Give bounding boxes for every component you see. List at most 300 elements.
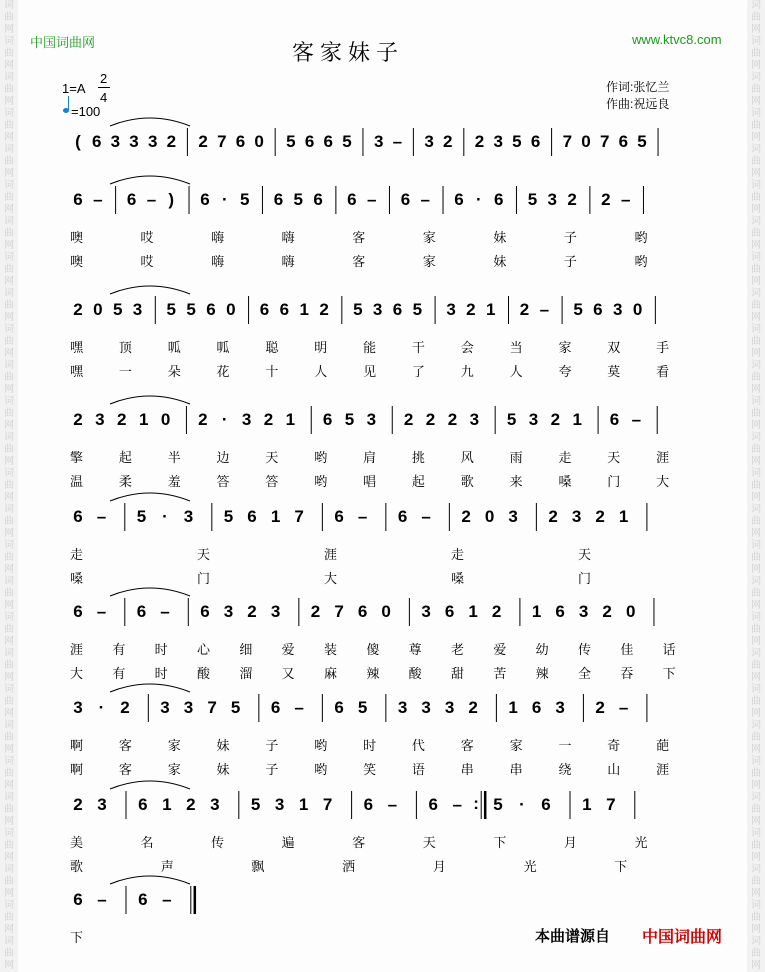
lyric-char: 九 <box>460 364 474 379</box>
score-note: 2 <box>403 410 414 429</box>
watermark-char: 曲 <box>4 912 14 923</box>
watermark-char: 网 <box>751 672 761 683</box>
score-note: 3 <box>528 410 539 429</box>
watermark-char: 词 <box>751 936 761 947</box>
score-note: 3 <box>223 602 234 621</box>
watermark-char: 曲 <box>4 480 14 491</box>
watermark-char: 词 <box>4 504 14 515</box>
score-note: 7 <box>207 698 217 717</box>
watermark-char: 词 <box>751 612 761 623</box>
score-note: 6 <box>347 190 357 209</box>
score-note: 6 <box>530 132 541 151</box>
watermark-char: 网 <box>4 96 14 107</box>
score-note: 2 <box>198 132 208 151</box>
score-note: 7 <box>294 507 304 526</box>
watermark-char: 曲 <box>751 192 761 203</box>
watermark-char: 曲 <box>751 876 761 887</box>
lyric-char: 人 <box>509 364 523 379</box>
lyric-char: 家 <box>509 738 523 753</box>
lyric-char: 呱 <box>167 340 181 355</box>
watermark-char: 曲 <box>4 444 14 455</box>
lyric-char: 客 <box>352 230 366 245</box>
lyric-char: 唱 <box>363 474 377 489</box>
score-note: 2 <box>73 795 83 814</box>
lyric-char: 傻 <box>366 642 380 657</box>
lyric-char: 辣 <box>535 666 549 681</box>
score-note: 3 <box>132 300 143 319</box>
watermark-char: 曲 <box>4 876 14 887</box>
score-note: 6 <box>235 132 246 151</box>
score-note: 3 <box>366 410 377 429</box>
score-note: 0 <box>160 410 171 429</box>
watermark-char: 曲 <box>4 48 14 59</box>
lyric-char: 哟 <box>314 474 328 489</box>
score-note: 2 <box>310 602 321 621</box>
score-note: 2 <box>595 507 605 526</box>
watermark-char: 网 <box>751 24 761 35</box>
score-note: 7 <box>334 602 344 621</box>
score-note: 0 <box>93 300 103 319</box>
watermark-char: 网 <box>4 888 14 899</box>
score-note: 1 <box>162 795 172 814</box>
lyric-char: 子 <box>265 762 279 777</box>
lyric-char: 洒 <box>342 859 356 874</box>
score-note: 3 <box>493 132 503 151</box>
score-note: 1 <box>298 795 309 814</box>
watermark-char: 词 <box>751 900 761 911</box>
lyric-char: 走 <box>558 450 572 465</box>
watermark-char: 词 <box>4 684 14 695</box>
watermark-char: 词 <box>751 720 761 731</box>
score-note: 3 <box>421 698 431 717</box>
watermark-char: 网 <box>4 816 14 827</box>
lyric-char: 名 <box>140 835 154 850</box>
score-note: 6 <box>200 602 210 621</box>
watermark-char: 曲 <box>4 300 14 311</box>
score-note: 6 <box>531 698 542 717</box>
watermark-char: 曲 <box>751 444 761 455</box>
lyric-char: 子 <box>265 738 279 753</box>
watermark-char: 词 <box>751 324 761 335</box>
lyric-char: 歌 <box>70 859 84 874</box>
lyric-char: 语 <box>411 762 425 777</box>
watermark-char: 曲 <box>4 948 14 959</box>
score-note: 6 <box>593 300 603 319</box>
score-note: 3 <box>95 410 105 429</box>
watermark-char: 曲 <box>751 660 761 671</box>
tempo-marking: =100 <box>71 104 101 119</box>
lyric-char: 妹 <box>216 762 230 777</box>
watermark-char: 网 <box>4 132 14 143</box>
score-note: 6 <box>313 190 323 209</box>
watermark-char: 词 <box>4 864 14 875</box>
repeat-dots: : <box>473 794 479 813</box>
lyric-char: 细 <box>239 642 253 657</box>
lyric-char: 时 <box>154 642 168 657</box>
score-note: 6 <box>73 602 83 621</box>
lyric-char: 串 <box>460 762 474 777</box>
score-note: 1 <box>138 410 149 429</box>
score-note: 6 <box>91 132 102 151</box>
watermark-char: 网 <box>751 312 761 323</box>
score-note: 3 <box>97 795 107 814</box>
score-note: 1 <box>531 602 542 621</box>
score-note: – <box>618 698 629 717</box>
watermark-char: 网 <box>4 60 14 71</box>
lyric-char: 嗓 <box>70 571 84 586</box>
lyric-char: 哟 <box>634 230 648 245</box>
watermark-char: 网 <box>751 924 761 935</box>
score-note: 3 <box>547 190 557 209</box>
watermark-char: 词 <box>4 252 14 263</box>
lyric-char: 涯 <box>656 762 670 777</box>
lyric-char: 下 <box>662 666 676 681</box>
lyric-char: 嗨 <box>281 230 295 245</box>
watermark-char: 曲 <box>4 516 14 527</box>
watermark-char: 网 <box>751 636 761 647</box>
score-note: · <box>221 410 228 429</box>
score-note: 5 <box>527 190 538 209</box>
score-note: 6 <box>392 300 403 319</box>
lyric-char: 辣 <box>366 666 380 681</box>
lyric-char: 哎 <box>140 230 154 245</box>
score-note: – <box>539 300 550 319</box>
score-note: – <box>93 190 103 209</box>
watermark-char: 曲 <box>4 156 14 167</box>
lyric-char: 飘 <box>251 859 265 874</box>
score-note: 6 <box>206 300 216 319</box>
lyric-char: 酸 <box>197 666 211 681</box>
lyric-char: 客 <box>118 762 132 777</box>
lyric-char: 嗓 <box>451 571 465 586</box>
watermark-char: 网 <box>751 456 761 467</box>
watermark-char: 曲 <box>4 336 14 347</box>
watermark-char: 网 <box>4 672 14 683</box>
watermark-char: 曲 <box>4 588 14 599</box>
watermark-char: 网 <box>4 384 14 395</box>
lyric-char: 子 <box>563 230 577 245</box>
watermark-char: 曲 <box>751 48 761 59</box>
watermark-char: 曲 <box>751 552 761 563</box>
watermark-strip-right <box>747 0 765 972</box>
score-note: 2 <box>602 602 612 621</box>
watermark-char: 网 <box>751 96 761 107</box>
watermark-char: 曲 <box>751 372 761 383</box>
watermark-char: 词 <box>4 432 14 443</box>
watermark-char: 网 <box>4 708 14 719</box>
lyric-char: 代 <box>411 738 425 753</box>
watermark-char: 网 <box>4 744 14 755</box>
score-note: 5 <box>223 507 234 526</box>
watermark-char: 网 <box>4 420 14 431</box>
score-note: 7 <box>217 132 227 151</box>
score-note: 0 <box>254 132 264 151</box>
score-note: 3 <box>129 132 139 151</box>
score-note: 2 <box>595 698 605 717</box>
lyric-char: 羞 <box>167 474 181 489</box>
score-note: 6 <box>618 132 629 151</box>
lyric-char: 天 <box>422 835 436 850</box>
score-note: 2 <box>186 795 196 814</box>
score-note: 6 <box>273 190 284 209</box>
score-note: 3 <box>444 698 455 717</box>
score-note: 2 <box>567 190 577 209</box>
watermark-char: 网 <box>751 780 761 791</box>
lyric-char: 心 <box>197 642 211 657</box>
watermark-char: 网 <box>4 492 14 503</box>
watermark-char: 曲 <box>751 480 761 491</box>
time-fraction-bar <box>98 87 110 88</box>
lyric-char: 走 <box>70 547 84 562</box>
composer: 作曲:祝远良 <box>606 97 670 111</box>
lyric-char: 葩 <box>656 738 670 753</box>
lyric-char: 莫 <box>607 364 621 379</box>
score-note: 1 <box>468 602 478 621</box>
lyric-char: 温 <box>70 474 84 489</box>
lyric-char: 肩 <box>363 450 377 465</box>
score-note: 3 <box>160 698 170 717</box>
score-note: 3 <box>421 602 431 621</box>
score-note: 0 <box>484 507 495 526</box>
lyric-char: 幼 <box>535 642 549 657</box>
lyric-char: 顶 <box>118 340 132 355</box>
score-note: 5 <box>344 410 355 429</box>
watermark-char: 网 <box>4 24 14 35</box>
score-note: 3 <box>274 795 285 814</box>
score-note: 6 <box>323 132 333 151</box>
score-note: 6 <box>454 190 464 209</box>
site-url-right: www.ktvc8.com <box>632 32 722 47</box>
score-note: 6 <box>444 602 455 621</box>
score-note: 3 <box>110 132 121 151</box>
score-note: – <box>366 190 377 209</box>
lyric-char: 哟 <box>314 738 328 753</box>
lyric-char: 双 <box>607 340 621 355</box>
score-note: · <box>222 190 228 209</box>
watermark-char: 词 <box>4 0 14 11</box>
score-note: 3 <box>613 300 623 319</box>
watermark-char: 网 <box>4 168 14 179</box>
lyric-char: 嗨 <box>281 254 295 269</box>
watermark-char: 曲 <box>751 696 761 707</box>
site-name-left: 中国词曲网 <box>30 35 96 50</box>
lyric-char: 传 <box>578 642 592 657</box>
score-note: 1 <box>486 300 496 319</box>
watermark-char: 词 <box>751 648 761 659</box>
lyric-char: 山 <box>607 762 621 777</box>
watermark-char: 词 <box>4 180 14 191</box>
watermark-char: 网 <box>751 348 761 359</box>
lyric-char: 溜 <box>239 666 253 681</box>
watermark-char: 曲 <box>4 552 14 563</box>
lyric-char: 光 <box>634 835 648 850</box>
slur-arc <box>110 176 190 184</box>
score-note: 2 <box>263 410 274 429</box>
watermark-char: 曲 <box>751 840 761 851</box>
score-note: 5 <box>112 300 123 319</box>
watermark-char: 曲 <box>751 804 761 815</box>
lyric-char: 门 <box>578 571 592 586</box>
score-note: 3 <box>397 698 408 717</box>
watermark-char: 词 <box>4 72 14 83</box>
lyric-char: 奇 <box>607 738 621 753</box>
lyric-char: 时 <box>154 666 168 681</box>
watermark-char: 曲 <box>751 768 761 779</box>
score-note: – <box>392 132 403 151</box>
score-note: 2 <box>548 507 558 526</box>
score-note: 1 <box>572 410 582 429</box>
slur-arc <box>110 781 190 789</box>
lyric-char: 涯 <box>70 642 84 657</box>
slur-arc <box>110 876 190 884</box>
watermark-char: 网 <box>751 816 761 827</box>
watermark-char: 曲 <box>751 588 761 599</box>
watermark-char: 网 <box>4 456 14 467</box>
watermark-char: 曲 <box>4 624 14 635</box>
score-note: 6 <box>357 602 368 621</box>
score-note: 3 <box>508 507 518 526</box>
score-note: 6 <box>555 602 565 621</box>
watermark-char: 曲 <box>751 12 761 23</box>
score-note: 6 <box>397 507 408 526</box>
lyric-char: 家 <box>558 340 572 355</box>
score-note: 2 <box>319 300 329 319</box>
watermark-char: 网 <box>4 312 14 323</box>
watermark-char: 词 <box>751 72 761 83</box>
lyric-char: 门 <box>197 571 211 586</box>
watermark-char: 曲 <box>4 732 14 743</box>
watermark-char: 曲 <box>751 336 761 347</box>
watermark-char: 网 <box>751 492 761 503</box>
lyric-char: 涯 <box>656 450 670 465</box>
score-note: 2 <box>474 132 485 151</box>
lyric-char: 了 <box>411 364 425 379</box>
watermark-char: 词 <box>4 540 14 551</box>
slur-arc <box>110 118 190 126</box>
lyric-char: 明 <box>314 340 328 355</box>
slur-arc <box>110 684 190 692</box>
score-note: 1 <box>618 507 629 526</box>
watermark-char: 网 <box>751 600 761 611</box>
lyric-char: 嗨 <box>211 254 225 269</box>
lyric-char: 传 <box>211 835 225 850</box>
lyric-char: 吞 <box>620 666 634 681</box>
score-note: 1 <box>299 300 309 319</box>
watermark-char: 词 <box>751 0 761 11</box>
lyric-char: 子 <box>563 254 577 269</box>
lyric-char: 来 <box>509 474 523 489</box>
watermark-char: 网 <box>751 564 761 575</box>
watermark-char: 曲 <box>751 120 761 131</box>
score-note: 2 <box>247 602 257 621</box>
score-note: 5 <box>637 132 647 151</box>
lyric-char: 话 <box>662 642 676 657</box>
lyric-char: 天 <box>607 450 621 465</box>
watermark-char: 网 <box>751 276 761 287</box>
lyric-char: 客 <box>460 738 474 753</box>
watermark-char: 词 <box>4 288 14 299</box>
lyricist: 作词:张忆兰 <box>606 80 670 94</box>
score-note: 6 <box>73 507 83 526</box>
score-note: 6 <box>279 300 290 319</box>
lyric-char: 一 <box>118 364 132 379</box>
score-note: 2 <box>117 410 127 429</box>
score-note: – <box>387 795 398 814</box>
watermark-char: 词 <box>751 756 761 767</box>
watermark-char: 词 <box>751 504 761 515</box>
watermark-char: 词 <box>751 864 761 875</box>
watermark-char: 曲 <box>751 732 761 743</box>
lyric-char: 嗨 <box>211 230 225 245</box>
score-note: – <box>452 795 462 814</box>
lyric-char: 花 <box>216 364 230 379</box>
watermark-char: 词 <box>751 432 761 443</box>
lyric-char: 客 <box>352 835 366 850</box>
score-note: 1 <box>285 410 296 429</box>
score-note: 7 <box>599 132 610 151</box>
lyric-char: 爱 <box>281 642 295 657</box>
watermark-char: 词 <box>4 360 14 371</box>
lyric-char: 能 <box>363 340 377 355</box>
watermark-char: 曲 <box>4 228 14 239</box>
lyric-char: 大 <box>656 474 670 489</box>
watermark-char: 词 <box>4 900 14 911</box>
score-note: 3 <box>210 795 220 814</box>
score-note: – <box>162 890 172 909</box>
score-note: 2 <box>120 698 130 717</box>
watermark-char: 曲 <box>751 228 761 239</box>
lyric-char: 哎 <box>140 254 154 269</box>
lyric-char: 嘿 <box>70 340 84 355</box>
score-note: – <box>97 890 107 909</box>
lyric-char: 月 <box>563 835 577 850</box>
watermark-char: 网 <box>4 852 14 863</box>
score-note: – <box>420 190 430 209</box>
score-note: 5 <box>506 410 517 429</box>
watermark-char: 词 <box>751 288 761 299</box>
score-note: 0 <box>381 602 391 621</box>
lyric-char: 看 <box>656 364 670 379</box>
lyric-char: 美 <box>70 835 84 850</box>
watermark-char: 网 <box>4 924 14 935</box>
score-note: – <box>146 190 157 209</box>
lyric-char: 大 <box>70 666 84 681</box>
lyric-char: 哟 <box>314 762 328 777</box>
watermark-char: 网 <box>4 780 14 791</box>
lyric-char: 下 <box>614 859 628 874</box>
score-note: 3 <box>571 507 582 526</box>
quarter-note-icon <box>63 108 69 113</box>
score-note: 1 <box>582 795 592 814</box>
watermark-char: 词 <box>4 576 14 587</box>
watermark-char: 曲 <box>751 408 761 419</box>
score-note: 5 <box>493 795 503 814</box>
lyric-char: 啊 <box>70 738 84 753</box>
watermark-char: 网 <box>751 420 761 431</box>
watermark-char: 网 <box>4 348 14 359</box>
watermark-char: 词 <box>4 936 14 947</box>
watermark-char: 网 <box>4 960 14 971</box>
lyric-char: 苦 <box>493 666 507 681</box>
watermark-char: 词 <box>4 720 14 731</box>
watermark-char: 曲 <box>4 84 14 95</box>
score-note: 1 <box>508 698 518 717</box>
score-note: – <box>294 698 304 717</box>
watermark-char: 网 <box>751 960 761 971</box>
score-note: 0 <box>581 132 591 151</box>
score-note: 5 <box>293 190 303 209</box>
watermark-char: 词 <box>751 216 761 227</box>
